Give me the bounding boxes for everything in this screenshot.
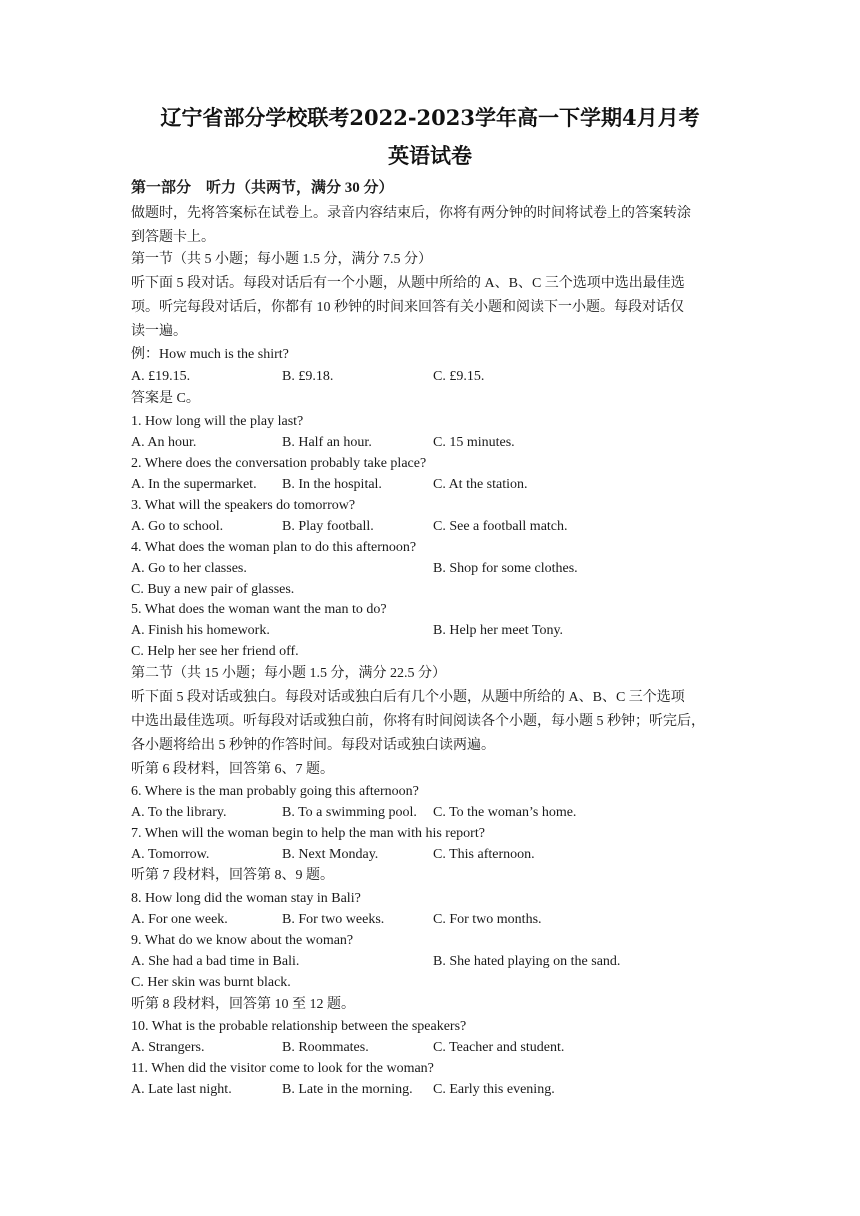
section1-heading: 第一节（共 5 小题；每小题 1.5 分，满分 7.5 分） [131, 252, 432, 267]
option-a: A. Finish his homework. [131, 623, 270, 638]
section2-instruction: 各小题将给出 5 秒钟的作答时间。每段对话或独白读两遍。 [131, 738, 495, 753]
option-c: C. For two months. [433, 912, 542, 927]
question-3: 3. What will the speakers do tomorrow? [131, 498, 356, 513]
option-c: C. 15 minutes. [433, 435, 515, 450]
option-b: B. For two weeks. [282, 912, 385, 927]
option-a: A. For one week. [131, 912, 228, 927]
option-a: A. In the supermarket. [131, 477, 257, 492]
option-b: B. To a swimming pool. [282, 805, 417, 820]
intro-line: 到答题卡上。 [131, 230, 215, 245]
question-10: 10. What is the probable relationship between the speakers? [131, 1019, 467, 1034]
example-answer: 答案是 C。 [131, 391, 200, 406]
option-a: A. Strangers. [131, 1040, 205, 1055]
option-c: C. Help her see her friend off. [131, 644, 299, 659]
option-b: B. She hated playing on the sand. [433, 954, 621, 969]
part1-heading: 第一部分 听力（共两节，满分 30 分） [131, 180, 394, 196]
section2-instruction: 听下面 5 段对话或独白。每段对话或独白后有几个小题，从题中所给的 A、B、C 三个选项 [131, 690, 685, 705]
option-b: B. Roommates. [282, 1040, 369, 1055]
example-question: 例：How much is the shirt? [131, 347, 289, 362]
option-b: B. Half an hour. [282, 435, 372, 450]
section2-heading: 第二节（共 15 小题；每小题 1.5 分，满分 22.5 分） [131, 666, 446, 681]
material-7-heading: 听第 7 段材料，回答第 8、9 题。 [131, 868, 334, 883]
option-c: C. Her skin was burnt black. [131, 975, 291, 990]
option-a: A. £19.15. [131, 369, 191, 384]
question-8: 8. How long did the woman stay in Bali? [131, 891, 361, 906]
option-b: B. In the hospital. [282, 477, 382, 492]
option-b: B. Shop for some clothes. [433, 561, 578, 576]
exam-title: 辽宁省部分学校联考2022-2023学年高一下学期4月月考 [160, 105, 700, 130]
option-c: C. Teacher and student. [433, 1040, 565, 1055]
option-c: C. Buy a new pair of glasses. [131, 582, 295, 597]
option-b: B. Late in the morning. [282, 1082, 413, 1097]
section1-instruction: 项。听完每段对话后，你都有 10 秒钟的时间来回答有关小题和阅读下一小题。每段对话仅 [131, 300, 684, 315]
section2-instruction: 中选出最佳选项。听每段对话或独白前，你将有时间阅读各个小题，每小题 5 秒钟；听完后， [131, 714, 705, 729]
section1-instruction: 听下面 5 段对话。每段对话后有一个小题，从题中所给的 A、B、C 三个选项中选出最佳选 [131, 276, 685, 291]
section1-instruction: 读一遍。 [131, 324, 187, 339]
exam-subtitle: 英语试卷 [388, 143, 472, 168]
option-a: A. Go to her classes. [131, 561, 247, 576]
question-5: 5. What does the woman want the man to do? [131, 602, 387, 617]
material-6-heading: 听第 6 段材料，回答第 6、7 题。 [131, 762, 334, 777]
intro-line: 做题时，先将答案标在试卷上。录音内容结束后，你将有两分钟的时间将试卷上的答案转涂 [131, 206, 691, 221]
option-b: B. Play football. [282, 519, 374, 534]
option-a: A. Tomorrow. [131, 847, 210, 862]
question-9: 9. What do we know about the woman? [131, 933, 354, 948]
option-c: C. See a football match. [433, 519, 568, 534]
question-6: 6. Where is the man probably going this afternoon? [131, 784, 419, 799]
question-11: 11. When did the visitor come to look for the woman? [131, 1061, 434, 1076]
option-b: B. £9.18. [282, 369, 334, 384]
option-c: C. To the woman’s home. [433, 805, 577, 820]
option-b: B. Next Monday. [282, 847, 379, 862]
option-a: A. She had a bad time in Bali. [131, 954, 300, 969]
option-c: C. Early this evening. [433, 1082, 555, 1097]
question-4: 4. What does the woman plan to do this afternoon? [131, 540, 417, 555]
option-a: A. An hour. [131, 435, 197, 450]
option-c: C. At the station. [433, 477, 528, 492]
option-c: C. £9.15. [433, 369, 485, 384]
question-2: 2. Where does the conversation probably take place? [131, 456, 427, 471]
option-a: A. Late last night. [131, 1082, 232, 1097]
option-a: A. To the library. [131, 805, 227, 820]
option-c: C. This afternoon. [433, 847, 535, 862]
option-b: B. Help her meet Tony. [433, 623, 564, 638]
option-a: A. Go to school. [131, 519, 224, 534]
question-7: 7. When will the woman begin to help the man with his report? [131, 826, 485, 841]
material-8-heading: 听第 8 段材料，回答第 10 至 12 题。 [131, 997, 355, 1012]
question-1: 1. How long will the play last? [131, 414, 304, 429]
